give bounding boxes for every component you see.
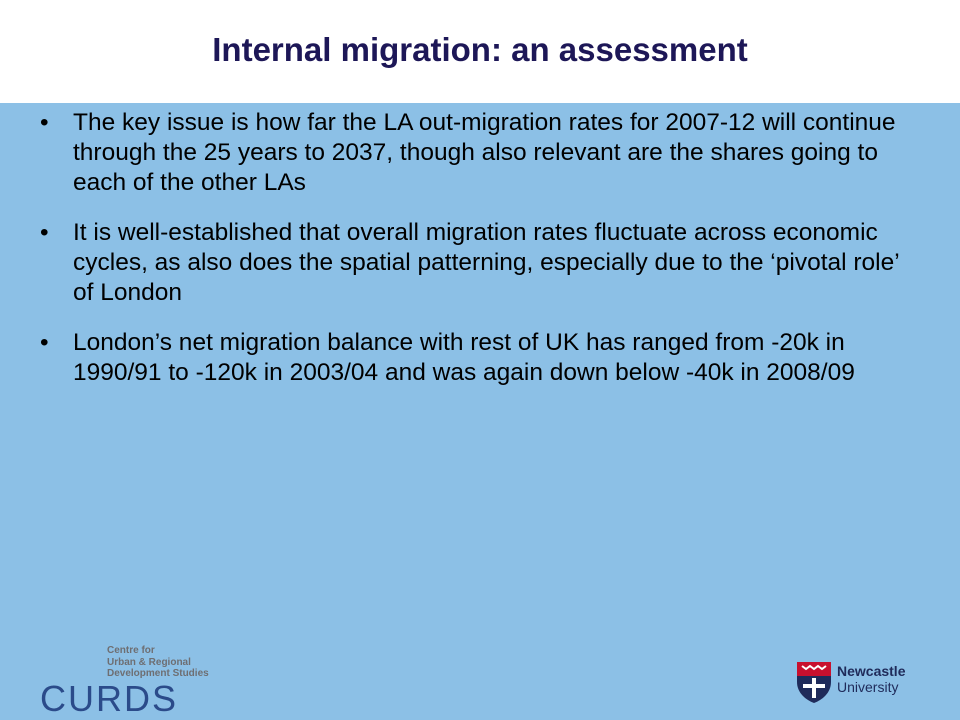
curds-line-1: Centre for — [107, 645, 155, 656]
slide-title: Internal migration: an assessment — [212, 31, 748, 68]
curds-line-2: Urban & Regional — [107, 656, 191, 668]
bullet-marker: • — [40, 329, 49, 356]
newcastle-university-logo — [795, 660, 920, 706]
newcastle-wordmark — [837, 663, 905, 695]
bullet-text: The key issue is how far the LA out-migration rates for 2007-12 will continue through the 25 years to 2037, though also relevant are the shares going to each of the other LAs — [73, 109, 896, 196]
bullet-text: London’s net migration balance with rest of UK has ranged from -20k in 1990/91 to -120k in 2003/04 and was again down below -40k in 2008/09 — [73, 329, 855, 386]
curds-wordmark: CURDS — [40, 678, 179, 719]
bullet-item — [40, 108, 920, 198]
bullet-marker: • — [40, 219, 49, 246]
curds-line-3: Development Studies — [107, 668, 209, 679]
university-shield-icon — [795, 660, 833, 704]
newcastle-line-1: Newcastle — [837, 663, 906, 679]
bullet-item — [40, 218, 920, 308]
bullet-text: It is well-established that overall migration rates fluctuate across economic cycles, as also does the spatial patterning, especially due to the ‘pivotal role’ of London — [73, 219, 899, 306]
title-bar — [0, 0, 960, 103]
bullet-marker: • — [40, 109, 49, 136]
curds-logo — [40, 645, 210, 719]
bullet-list — [40, 108, 920, 408]
bullet-item — [40, 328, 920, 388]
newcastle-line-2: University — [837, 679, 899, 695]
curds-subtitle — [107, 645, 209, 680]
